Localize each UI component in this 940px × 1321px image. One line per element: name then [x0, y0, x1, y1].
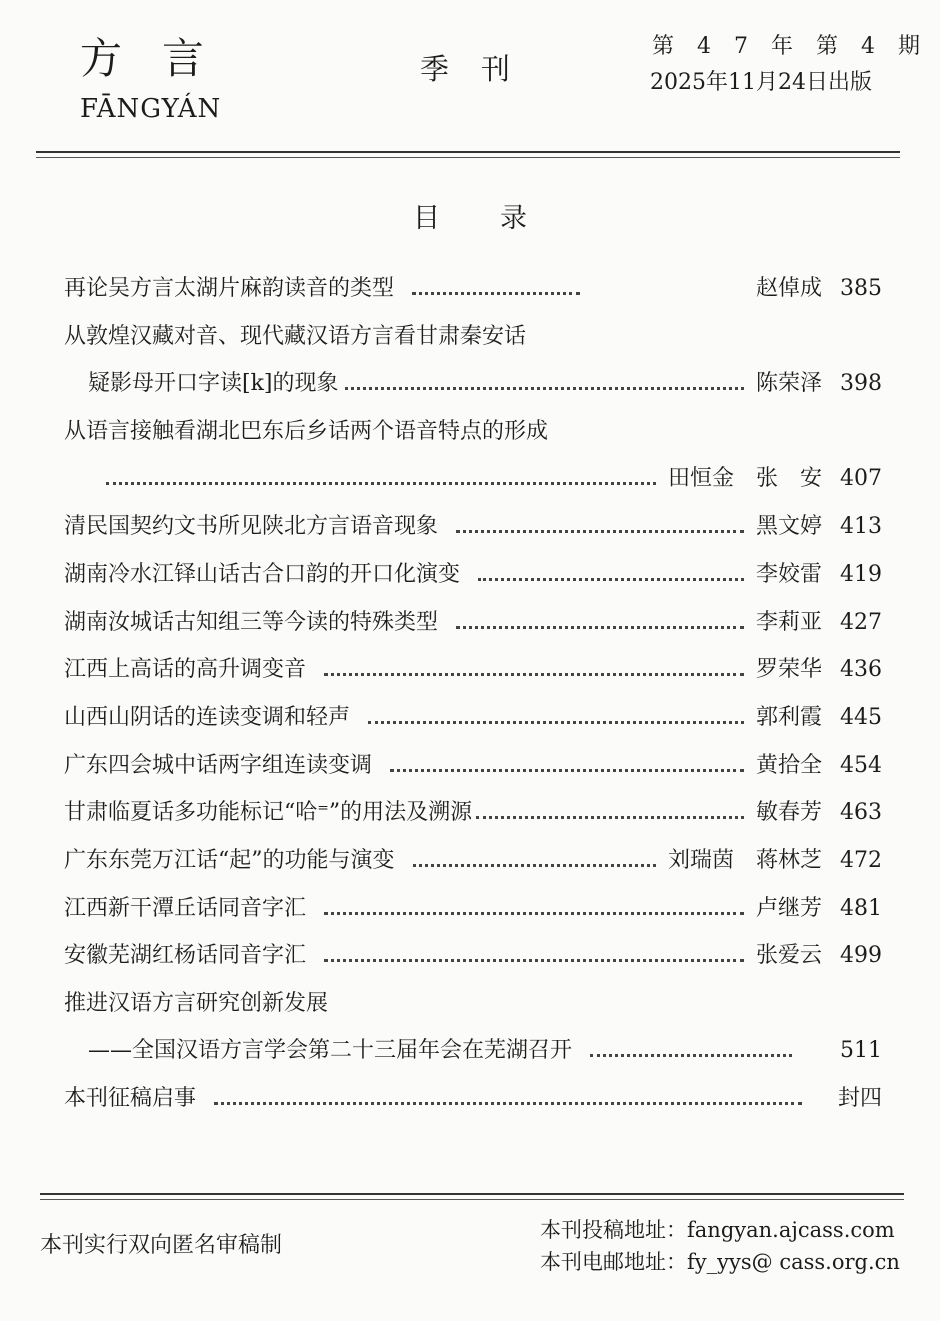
entry-title: 从敦煌汉藏对音、现代藏汉语方言看甘肃秦安话	[64, 324, 527, 349]
toc-entry[interactable]	[64, 559, 882, 591]
toc-entry[interactable]	[64, 845, 882, 877]
dot-leader	[390, 769, 744, 772]
entry-page: 398	[840, 371, 882, 396]
frequency-label: 季刊	[420, 52, 543, 86]
entry-title: 江西上高话的高升调变音	[64, 657, 307, 682]
toc-entry[interactable]	[64, 1083, 882, 1115]
dot-leader	[412, 292, 580, 295]
dot-leader	[478, 578, 744, 581]
entry-title: 推进汉语方言研究创新发展	[64, 991, 329, 1016]
dot-leader	[456, 626, 744, 629]
submission-address: 本刊投稿地址：fangyan.ajcass.com	[540, 1218, 895, 1242]
entry-title: 湖南汝城话古知组三等今读的特殊类型	[64, 610, 439, 635]
entry-title: 从语言接触看湖北巴东后乡话两个语音特点的形成	[64, 419, 549, 444]
toc-entry[interactable]	[64, 893, 882, 925]
toc-entry[interactable]	[106, 463, 882, 495]
toc-entry[interactable]	[64, 797, 882, 829]
toc-entry[interactable]	[64, 607, 882, 639]
entry-author: 李莉亚	[755, 610, 822, 635]
dot-leader	[590, 1054, 792, 1057]
review-policy: 本刊实行双向匿名审稿制	[40, 1233, 283, 1258]
entry-author: 刘瑞茵 蒋林芝	[667, 848, 822, 873]
entry-title: 广东东莞万江话“起”的功能与演变	[64, 848, 395, 873]
entry-page: 472	[840, 848, 882, 873]
entry-title: 湖南冷水江铎山话古合口韵的开口化演变	[64, 562, 461, 587]
entry-author: 陈荣泽	[755, 371, 822, 396]
entry-author: 张爱云	[755, 943, 822, 968]
entry-page: 463	[840, 800, 882, 825]
toc-entry[interactable]	[64, 273, 882, 305]
toc-entry[interactable]	[64, 940, 882, 972]
dot-leader	[106, 482, 656, 485]
issue-number: 第 4 7 年 第 4 期	[652, 34, 928, 59]
entry-author: 郭利霞	[755, 705, 822, 730]
entry-page: 436	[840, 657, 882, 682]
toc-entry[interactable]	[64, 750, 882, 782]
entry-title: 清民国契约文书所见陕北方言语音现象	[64, 514, 439, 539]
toc-entry[interactable]	[64, 416, 882, 448]
entry-page: 385	[840, 276, 882, 301]
entry-page: 413	[840, 514, 882, 539]
footer-divider	[40, 1193, 904, 1195]
entry-author: 赵倬成	[755, 276, 822, 301]
entry-page: 419	[840, 562, 882, 587]
toc-entry[interactable]	[64, 511, 882, 543]
toc-entry[interactable]	[88, 1035, 882, 1067]
email-address: 本刊电邮地址：fy_yys@ cass.org.cn	[540, 1250, 900, 1274]
entry-page: 封四	[837, 1086, 882, 1111]
entry-title: 江西新干潭丘话同音字汇	[64, 896, 307, 921]
entry-title: 本刊征稿启事	[64, 1086, 197, 1111]
header-divider	[36, 151, 900, 153]
toc-entry[interactable]	[64, 702, 882, 734]
entry-page: 511	[840, 1038, 882, 1063]
entry-author: 李姣雷	[755, 562, 822, 587]
dot-leader	[324, 673, 744, 676]
dot-leader	[324, 912, 744, 915]
entry-page: 454	[840, 753, 882, 778]
dot-leader	[413, 864, 656, 867]
entry-title: 甘肃临夏话多功能标记“哈⁼”的用法及溯源	[64, 800, 473, 825]
entry-author: 田恒金 张 安	[667, 466, 822, 491]
entry-author: 罗荣华	[755, 657, 822, 682]
toc-entry[interactable]	[64, 988, 882, 1020]
toc-title: 目录	[413, 203, 587, 234]
entry-page: 481	[840, 896, 882, 921]
toc-entry[interactable]	[64, 321, 882, 353]
toc-entry[interactable]	[88, 368, 882, 400]
entry-title: 安徽芜湖红杨话同音字汇	[64, 943, 307, 968]
journal-name: 方言	[80, 34, 245, 83]
publish-date: 2025年11月24日出版	[650, 70, 872, 95]
journal-pinyin: FĀNGYÁN	[80, 94, 222, 124]
toc-entry[interactable]	[64, 654, 882, 686]
dot-leader	[368, 721, 744, 724]
entry-page: 445	[840, 705, 882, 730]
dot-leader	[214, 1102, 802, 1105]
entry-author: 黄拾全	[755, 753, 822, 778]
entry-page: 407	[840, 466, 882, 491]
footer-divider-thin	[40, 1199, 904, 1200]
header-divider-thin	[36, 157, 900, 158]
entry-page: 427	[840, 610, 882, 635]
dot-leader	[345, 387, 744, 390]
entry-author: 黑文婷	[755, 514, 822, 539]
entry-title: ——全国汉语方言学会第二十三届年会在芜湖召开	[88, 1038, 573, 1063]
entry-author: 卢继芳	[755, 896, 822, 921]
entry-author: 敏春芳	[755, 800, 822, 825]
entry-title: 山西山阴话的连读变调和轻声	[64, 705, 351, 730]
entry-title: 再论吴方言太湖片麻韵读音的类型	[64, 276, 395, 301]
entry-title: 广东四会城中话两字组连读变调	[64, 753, 373, 778]
dot-leader	[324, 959, 744, 962]
entry-page: 499	[840, 943, 882, 968]
dot-leader	[456, 530, 744, 533]
entry-title: 疑影母开口字读[k]的现象	[88, 371, 339, 396]
dot-leader	[476, 816, 744, 819]
